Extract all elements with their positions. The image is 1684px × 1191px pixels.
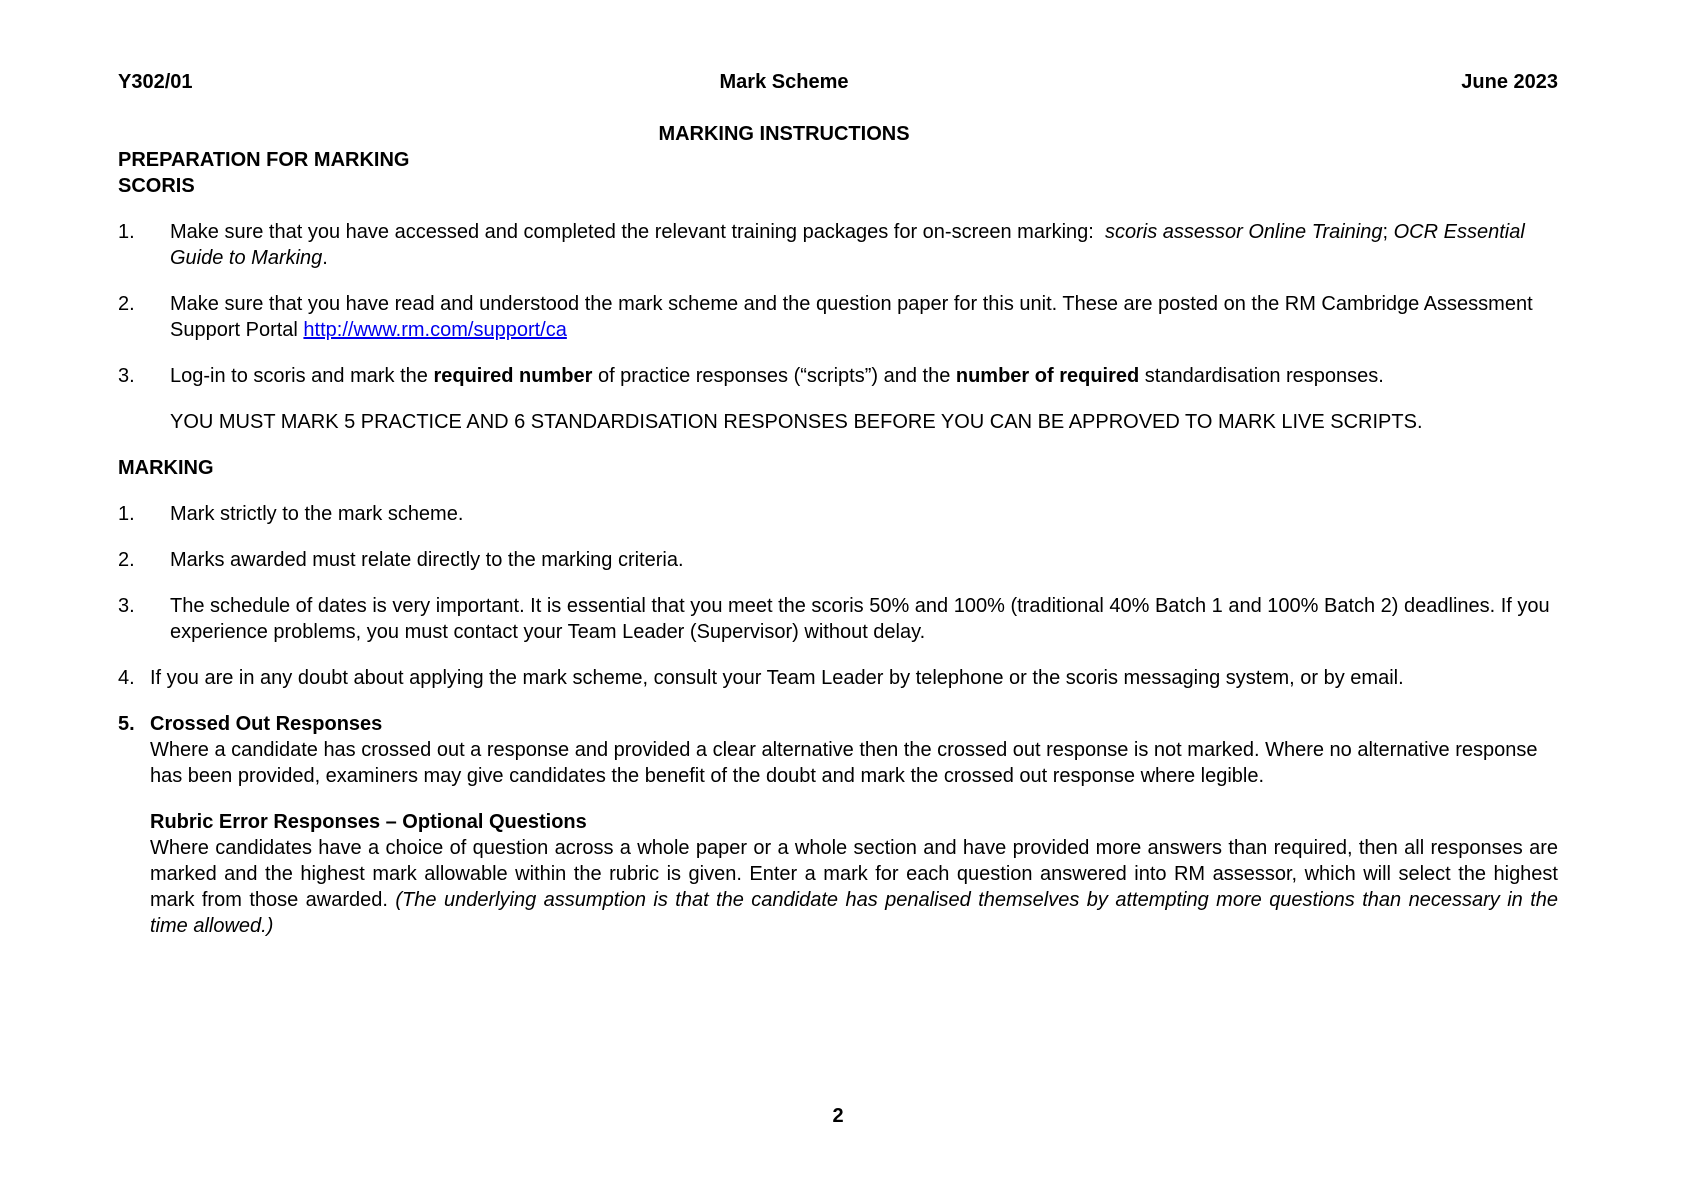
list-item-number: 1. — [118, 503, 135, 525]
rubric-paragraph — [150, 835, 1558, 939]
text-segment: If you are in any doubt about applying the mark scheme, consult your Team Leader by telephone or the scoris messaging system, or by email. — [150, 667, 1404, 689]
list-item-crossed-out-responses — [118, 711, 1558, 789]
crossed-out-heading — [150, 711, 1558, 737]
text-segment: Where a candidate has crossed out a response and provided a clear alternative then the crossed out response is not marked. Where no alternative response has been provided, examiners may give candidates the benefit of the doubt and mark the crossed out response where legible. — [150, 739, 1538, 787]
scoris-heading: SCORIS — [118, 175, 195, 197]
list-item — [118, 547, 1558, 573]
list-item-text — [170, 291, 1558, 343]
text-segment: Make sure that you have read and understood the mark scheme and the question paper for this unit. These are posted on the RM Cambridge Assessment Support Portal — [170, 293, 1533, 341]
list-item-number: 3. — [118, 365, 135, 387]
page-number: 2 — [832, 1105, 844, 1127]
list-item — [118, 665, 1558, 691]
mandatory-marking-note: YOU MUST MARK 5 PRACTICE AND 6 STANDARDISATION RESPONSES BEFORE YOU CAN BE APPROVED TO MARK LIVE SCRIPTS. — [170, 411, 1423, 433]
list-item-text — [170, 593, 1558, 645]
list-item-text — [170, 363, 1558, 389]
rubric-section — [150, 809, 1558, 939]
page-title: MARKING INSTRUCTIONS — [658, 123, 910, 145]
list-item — [118, 501, 1558, 527]
list-item-number: 5. — [118, 713, 135, 735]
list-item — [118, 219, 1558, 271]
text-segment: scoris assessor Online Training — [1104, 221, 1383, 243]
list-item-text — [150, 665, 1558, 691]
text-segment: of practice responses (“scripts”) and the — [592, 365, 956, 387]
document-header — [118, 69, 1558, 95]
crossed-out-paragraph — [150, 737, 1558, 789]
preparation-heading: PREPARATION FOR MARKING — [118, 149, 410, 171]
rubric-heading: Rubric Error Responses – Optional Questions — [150, 811, 587, 833]
exam-session: June 2023 — [1461, 71, 1558, 93]
text-segment: ; — [1382, 221, 1394, 243]
list-item-number: 4. — [118, 667, 135, 689]
list-item — [118, 291, 1558, 343]
list-item — [118, 363, 1558, 389]
header-title: Mark Scheme — [719, 71, 849, 93]
list-item-text — [150, 711, 1558, 789]
list-item-number: 2. — [118, 293, 135, 315]
list-item-number: 1. — [118, 221, 135, 243]
support-portal-link[interactable]: http://www.rm.com/support/ca — [303, 319, 567, 341]
text-segment: The schedule of dates is very important. It is essential that you meet the scoris 50% and 100% (traditional 40% Batch 1 and 100% Batch 2) deadlines. If you experience problems, you must contact your Team Leader (Supervisor) without delay. — [170, 595, 1550, 643]
text-segment: . — [322, 247, 328, 269]
text-segment: Marks awarded must relate directly to the marking criteria. — [170, 549, 684, 571]
text-segment: Crossed Out Responses — [150, 713, 383, 735]
text-segment: Mark strictly to the mark scheme. — [170, 503, 464, 525]
text-segment: Make sure that you have accessed and completed the relevant training packages for on-screen marking: — [170, 221, 1105, 243]
marking-heading: MARKING — [118, 457, 214, 479]
list-item-text — [170, 219, 1558, 271]
text-segment: Where candidates have a choice of question across a whole paper or a whole section and have provided more answers than required, then all responses are marked and the highest mark allowable within the rubric is given. Enter a mark for each question answered into RM assessor, which will select the highest mark from those awarded. — [150, 837, 1558, 911]
text-segment: (The underlying assumption is that the candidate has penalised themselves by attempting more questions than necessary in the time allowed.) — [150, 889, 1558, 937]
paper-code: Y302/01 — [118, 71, 193, 93]
text-segment: number of required — [955, 365, 1140, 387]
text-segment: Log-in to scoris and mark the — [170, 365, 434, 387]
text-segment: OCR Essential Guide to Marking — [170, 221, 1525, 269]
list-item — [118, 593, 1558, 645]
text-segment: required number — [433, 365, 593, 387]
list-item-number: 3. — [118, 595, 135, 617]
text-segment: standardisation responses. — [1139, 365, 1384, 387]
list-item-number: 2. — [118, 549, 135, 571]
list-item-text — [170, 501, 1558, 527]
list-item-text — [170, 547, 1558, 573]
